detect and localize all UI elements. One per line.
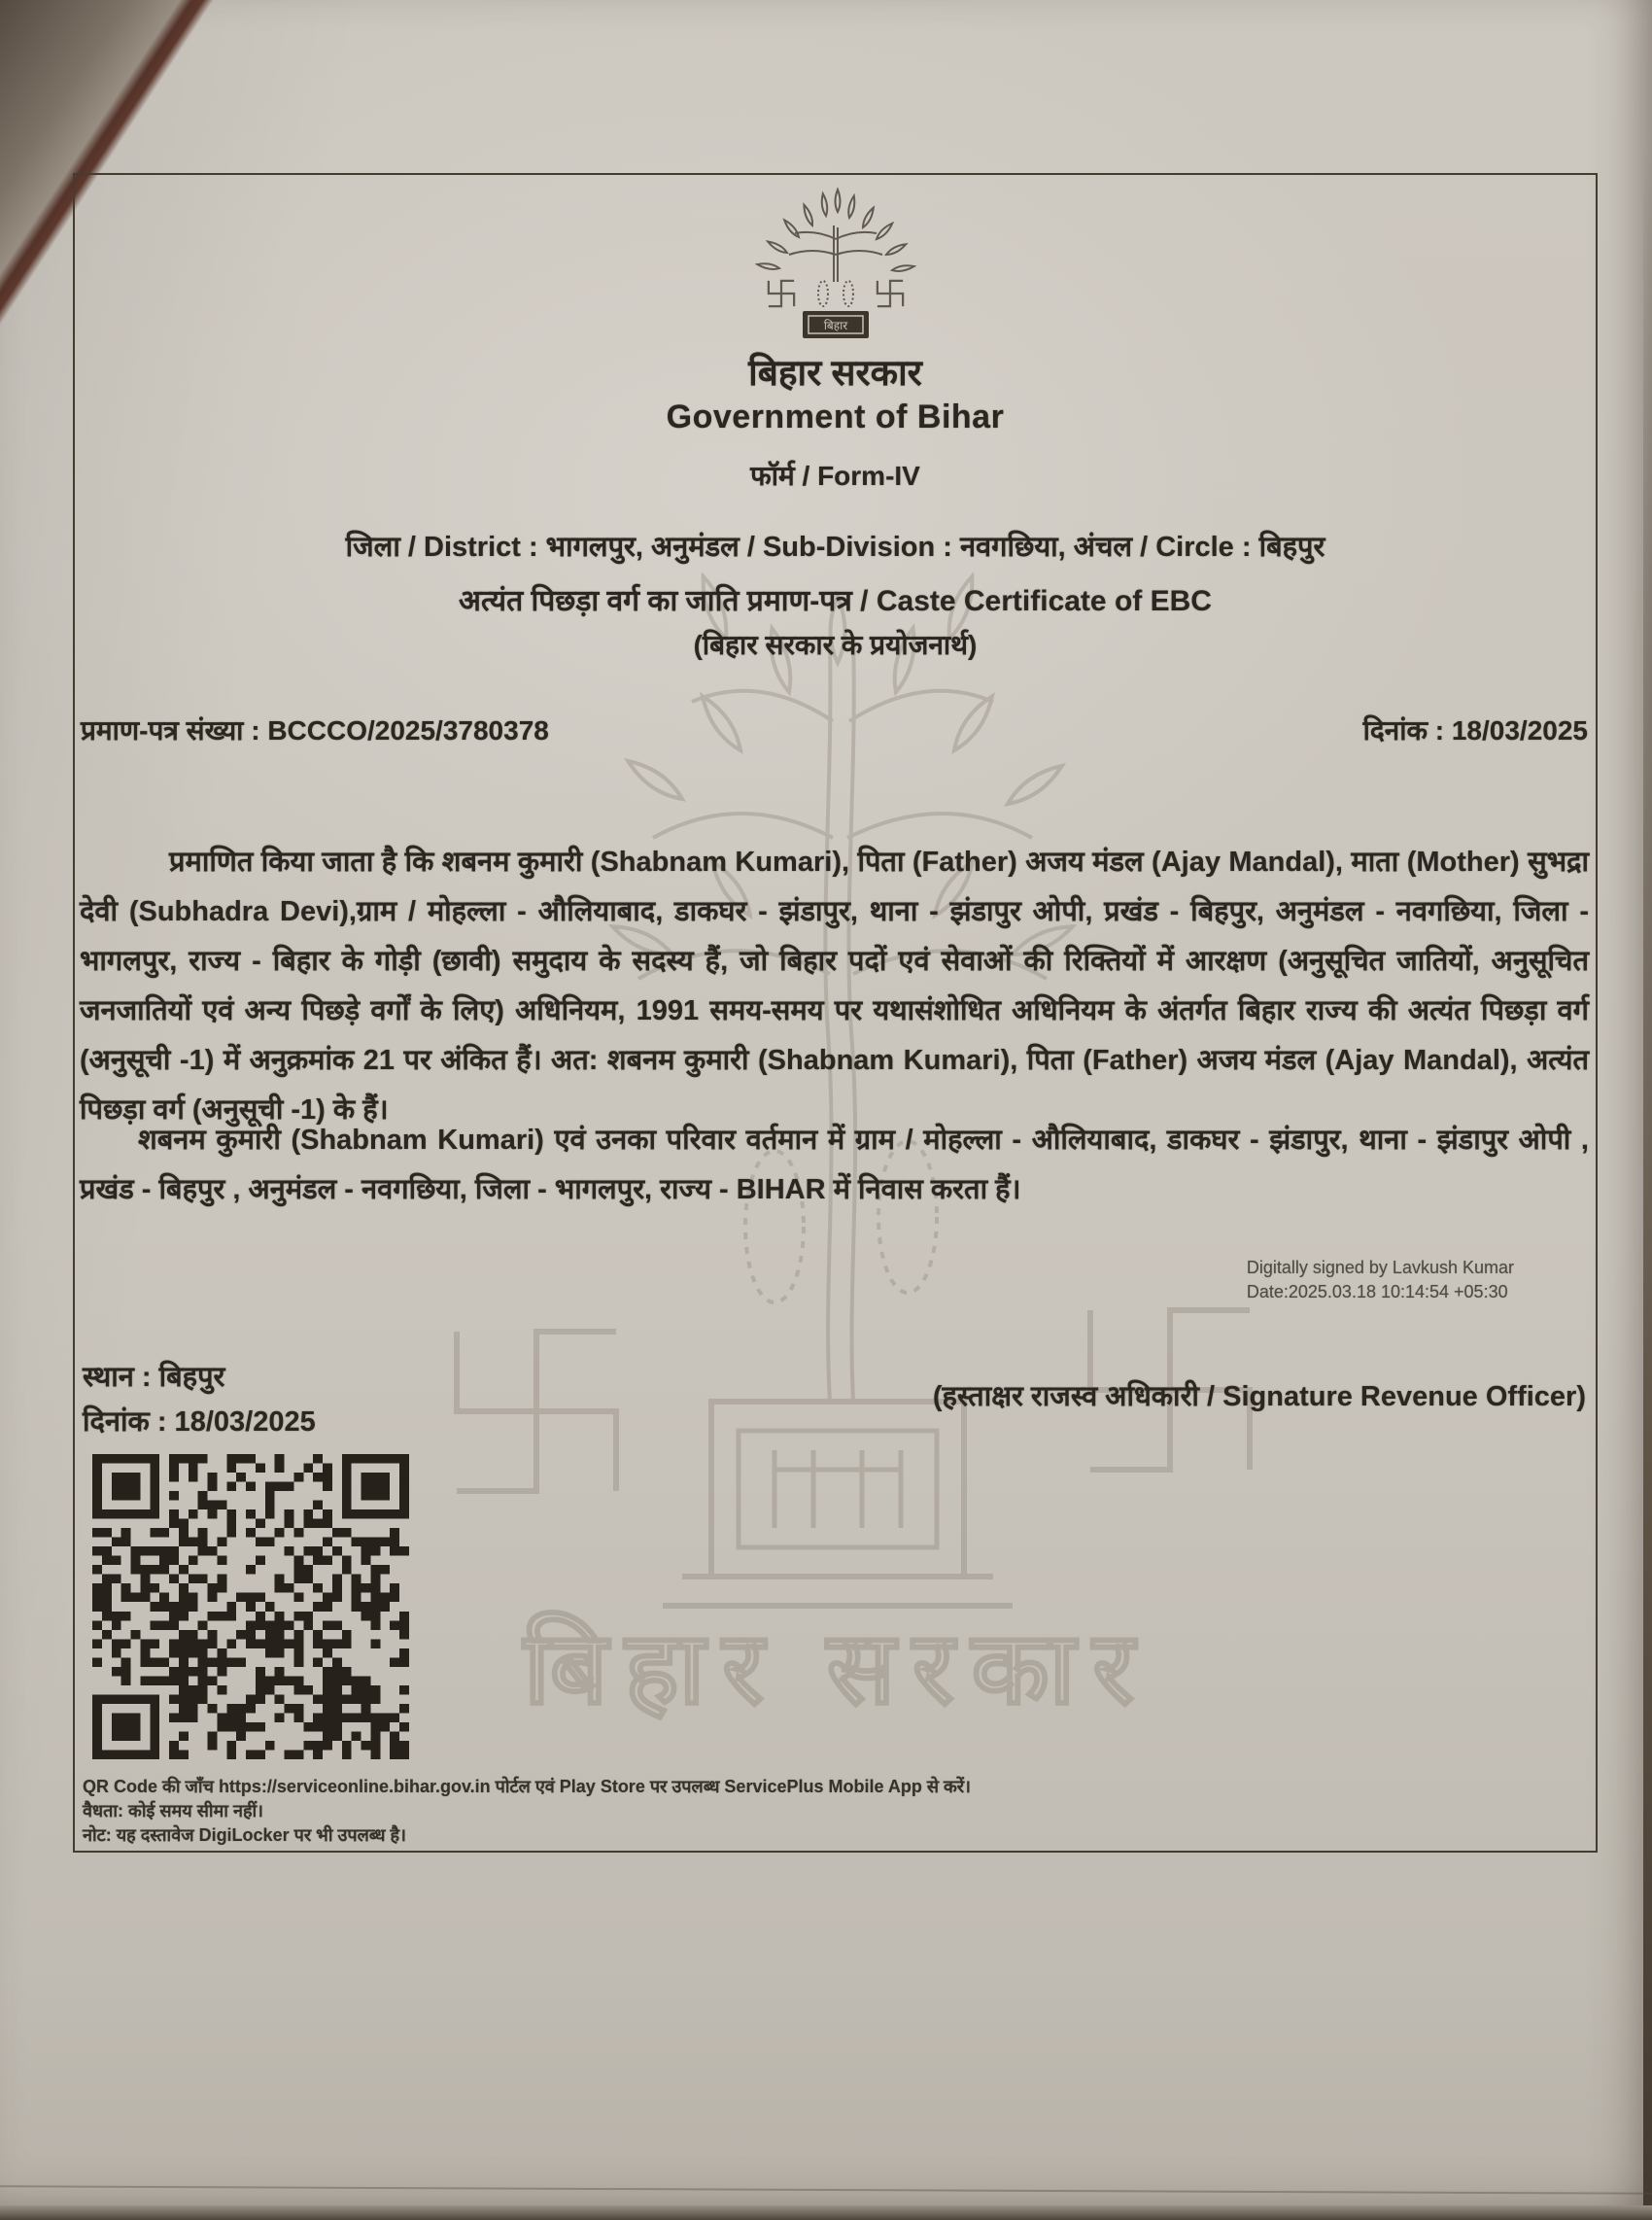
watermark-text: बिहार सरकार (523, 1613, 1153, 1725)
footer-qr-verification-note: QR Code की जाँच https://serviceonline.bihar.gov.in पोर्टल एवं Play Store पर उपलब्ध ServicePlus Mobile App से करें। (83, 1777, 971, 1796)
digital-signature-stamp (1247, 1256, 1514, 1304)
form-number: फॉर्म / Form-IV (750, 461, 920, 491)
footer-digilocker-note: नोट: यह दस्तावेज DigiLocker पर भी उपलब्ध है। (83, 1825, 406, 1845)
paper-bottom-edge (0, 2205, 1652, 2220)
certificate-number: प्रमाण-पत्र संख्या : BCCCO/2025/3780378 (81, 715, 549, 746)
issue-date: दिनांक : 18/03/2025 (1362, 715, 1588, 746)
district-subdivision-circle-line: जिला / District : भागलपुर, अनुमंडल / Sub-Division : नवगछिया, अंचल / Circle : बिहपुर (345, 532, 1325, 563)
revenue-officer-signature-line: (हस्ताक्षर राजस्व अधिकारी / Signature Revenue Officer) (932, 1381, 1586, 1412)
footer-notes (83, 1775, 1586, 1848)
place-line: स्थान : बिहपुर (83, 1362, 225, 1393)
digital-signature-date: Date:2025.03.18 10:14:54 +05:30 (1246, 1282, 1508, 1301)
certificate-meta-row (81, 711, 1588, 748)
paper-right-edge-shadow (1643, 0, 1652, 2220)
org-name-hindi: बिहार सरकार (748, 353, 922, 393)
footer-validity-note: वैधता: कोई समय सीमा नहीं। (83, 1801, 263, 1821)
org-name-english: Government of Bihar (666, 399, 1005, 435)
purpose-line: (बिहार सरकार के प्रयोजनार्थ) (693, 630, 978, 660)
certificate-paragraph-1: प्रमाणित किया जाता है कि शबनम कुमारी (Shabnam Kumari), पिता (Father) अजय मंडल (Ajay Mandal), माता (Mother) सुभद्रा देवी (Subhadra Devi),ग्राम / मोहल्ला - औलियाबाद, डाकघर - झंडापुर, थाना - झंडापुर ओपी, प्रखंड - बिहपुर, अनुमंडल - नवगछिया, जिला - भागलपुर, राज्य - बिहार के गोड़ी (छावी) समुदाय के सदस्य हैं, जो बिहार पदों एवं सेवाओं की रिक्तियों में आरक्षण (अनुसूचित जातियों, अनुसूचित जनजातियों एवं अन्य पिछड़े वर्गों के लिए) अधिनियम, 1991 समय-समय पर यथासंशोधित अधिनियम के अंतर्गत बिहार राज्य की अत्यंत पिछड़ा वर्ग (अनुसूची -1) में अनुक्रमांक 21 पर अंकित हैं। अत: शबनम कुमारी (Shabnam Kumari), पिता (Father) अजय मंडल (Ajay Mandal), अत्यंत पिछड़ा वर्ग (अनुसूची -1) के हैं। (80, 847, 1589, 1126)
paper-fold-line (0, 2185, 1652, 2194)
certificate-paragraph-2: शबनम कुमारी (Shabnam Kumari) एवं उनका परिवार वर्तमान में ग्राम / मोहल्ला - औलियाबाद, डाकघर - झंडापुर, थाना - झंडापुर ओपी , प्रखंड - बिहपुर , अनुमंडल - नवगछिया, जिला - भागलपुर, राज्य - BIHAR में निवास करता हैं। (80, 1125, 1589, 1205)
digital-signature-signer: Digitally signed by Lavkush Kumar (1246, 1258, 1514, 1277)
signature-date-line: दिनांक : 18/03/2025 (83, 1406, 316, 1438)
certificate-border (73, 173, 1598, 1853)
emblem-base-text: बिहार (823, 319, 847, 332)
bihar-emblem-icon (748, 187, 923, 340)
certificate-title: अत्यंत पिछड़ा वर्ग का जाति प्रमाण-पत्र / Caste Certificate of EBC (459, 585, 1212, 617)
qr-code (92, 1454, 409, 1759)
